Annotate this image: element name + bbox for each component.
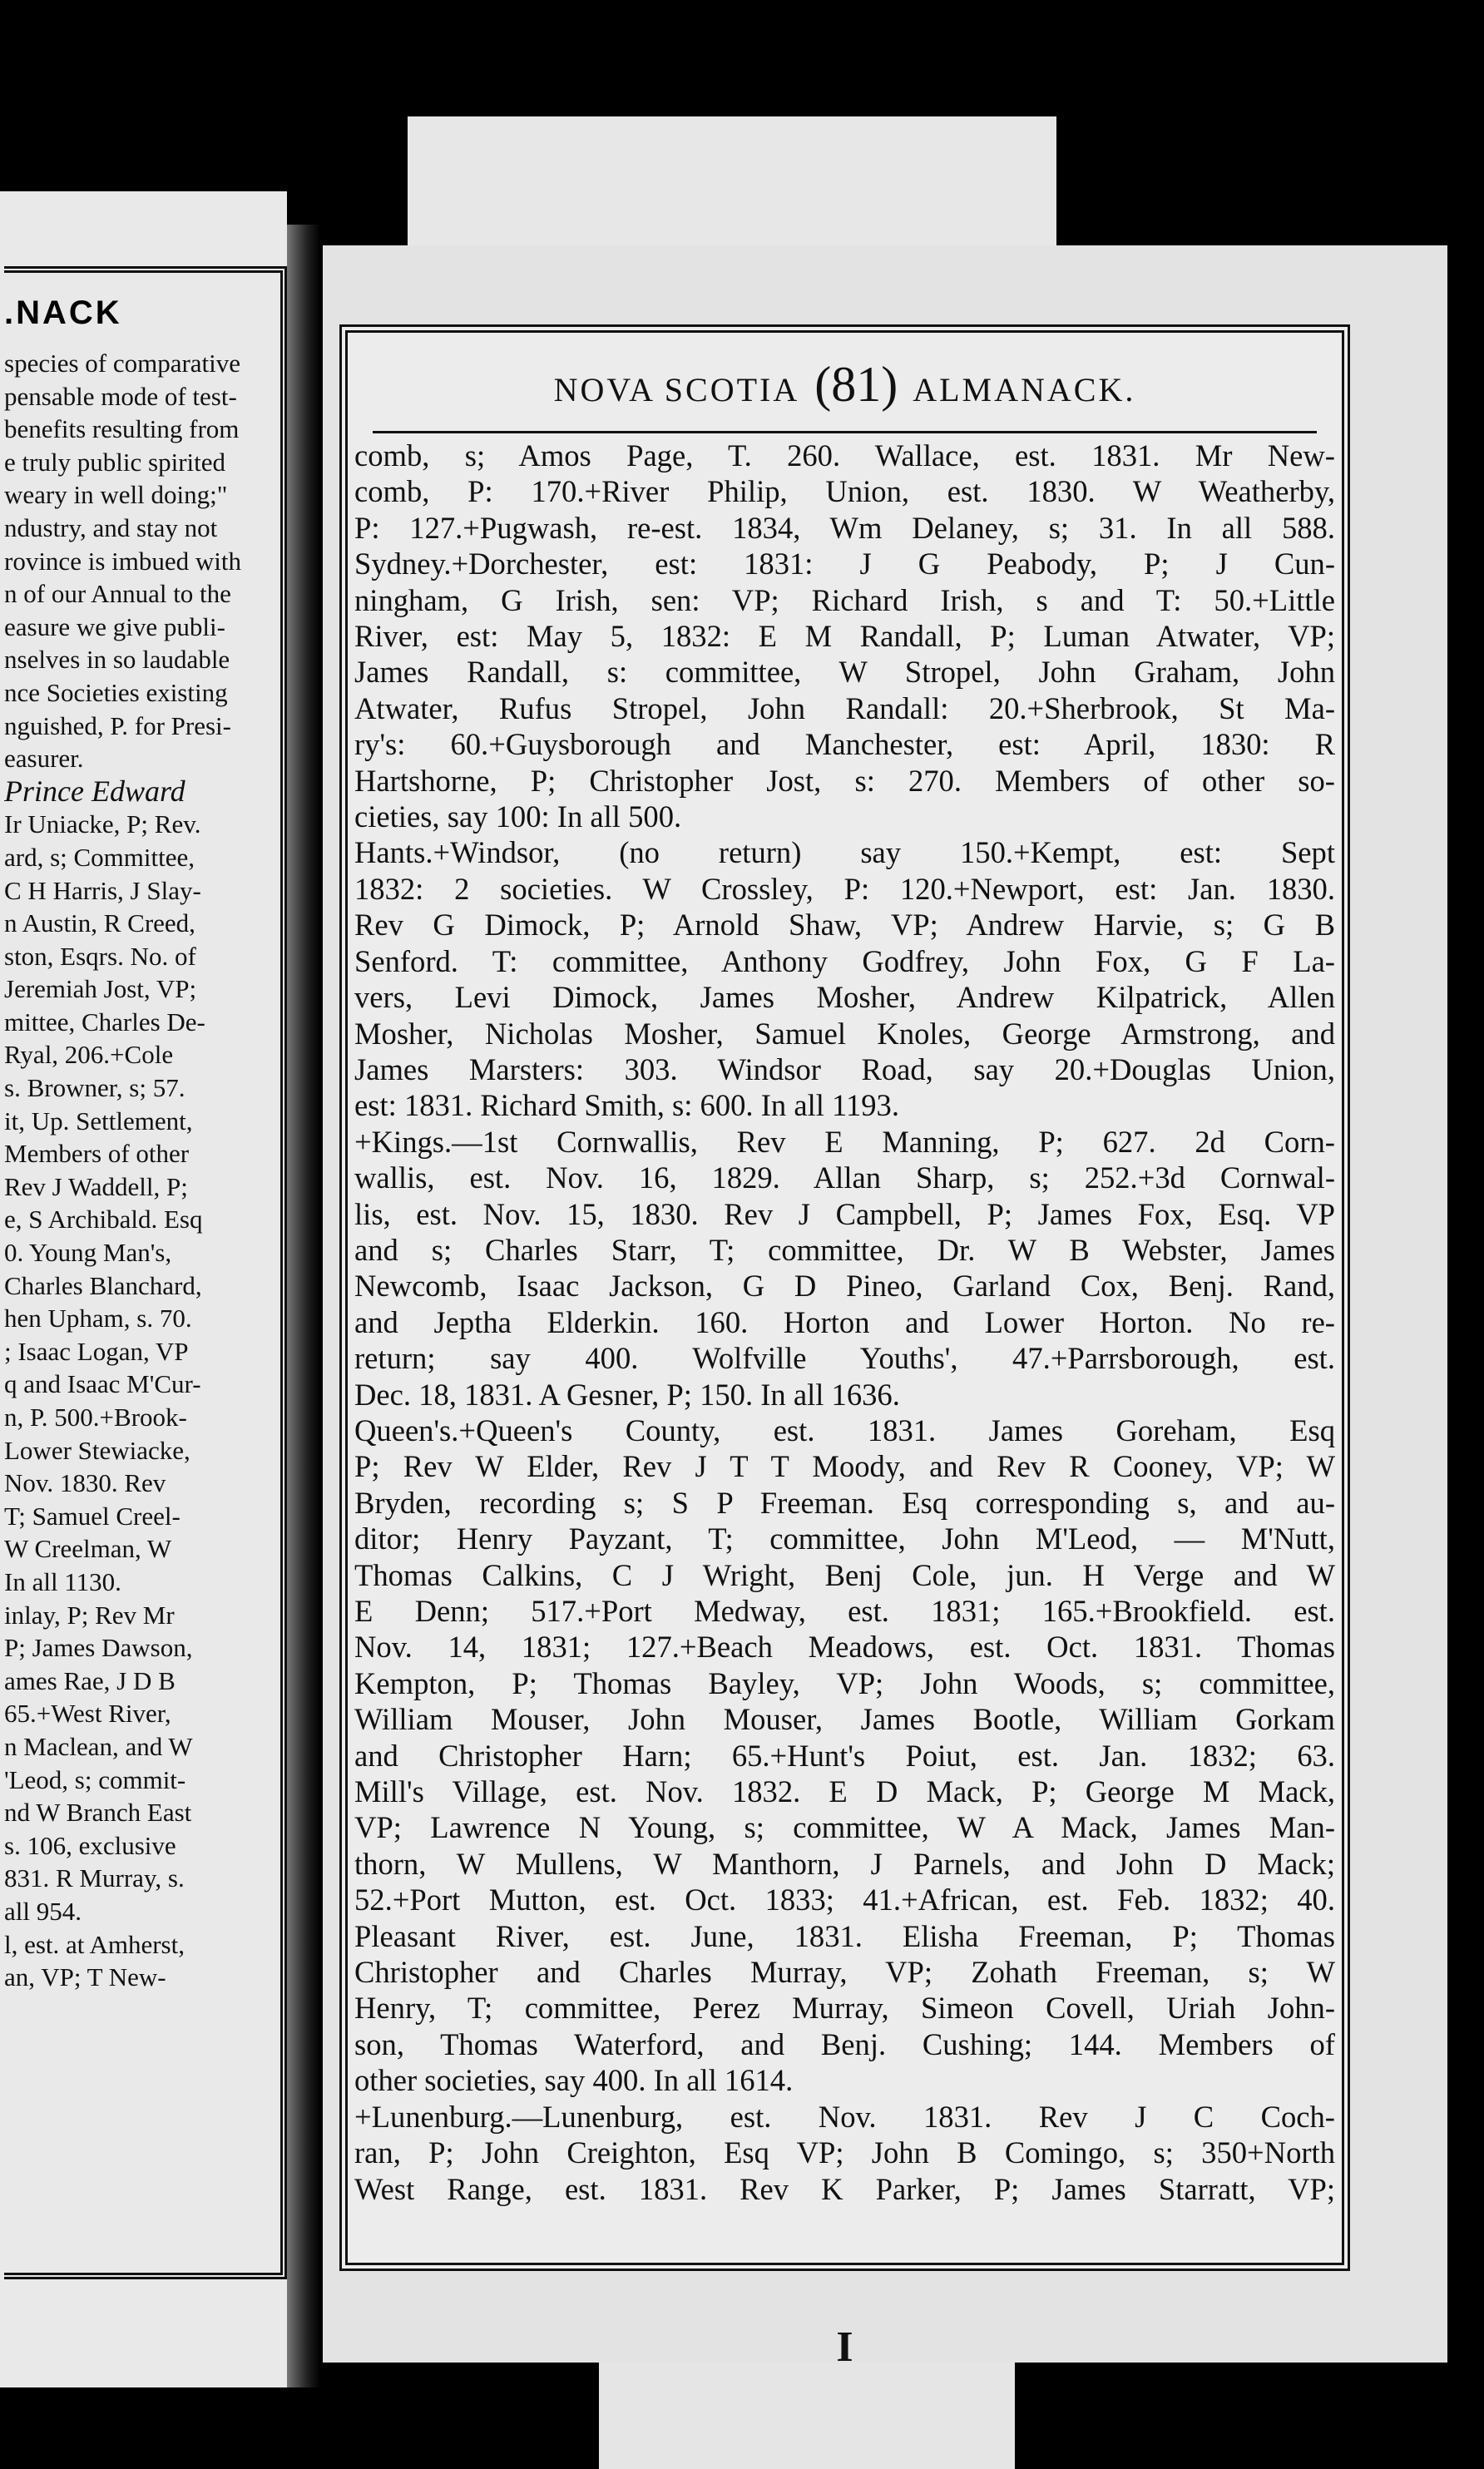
left-text-line: species of comparative [4,349,241,378]
text-line: P; Rev W Elder, Rev J T T Moody, and Rev R Cooney, VP; W [354,1449,1335,1484]
text-line: Kempton, P; Thomas Bayley, VP; John Woods, s; committee, [354,1665,1335,1700]
header-title-left: NOVA SCOTIA [553,371,800,408]
left-text-line: ; Isaac Logan, VP [4,1336,189,1366]
text-line: return; say 400. Wolfville Youths', 47.+Parrsborough, est. [354,1341,1335,1376]
left-text-line: Jeremiah Jost, VP; [4,974,197,1004]
left-text-line: P; James Dawson, [4,1633,193,1663]
text-line: Sydney.+Dorchester, est: 1831: J G Peabody, P; J Cun- [354,547,1335,581]
left-page-frame [4,266,287,2279]
left-text-line: s. 106, exclusive [4,1830,176,1860]
left-text-line: n Maclean, and W [4,1731,193,1761]
text-line: comb, s; Amos Page, T. 260. Wallace, est. 1831. Mr New- [354,438,1335,473]
left-text-line: s. Browner, s; 57. [4,1073,186,1103]
text-line: son, Thomas Waterford, and Benj. Cushing; 144. Members of [354,2026,1335,2061]
text-line: and s; Charles Starr, T; committee, Dr. W B Webster, James [354,1232,1335,1267]
left-text-line: q and Isaac M'Cur- [4,1369,201,1399]
text-line: Atwater, Rufus Stropel, John Randall: 20.+Sherbrook, St Ma- [354,690,1335,725]
text-line: ran, P; John Creighton, Esq VP; John B Comingo, s; 350+North [354,2135,1335,2170]
left-text-line: T; Samuel Creel- [4,1501,181,1531]
left-text-line: n Austin, R Creed, [4,908,195,938]
page-number: (81) [814,357,898,412]
left-text-line: nd W Branch East [4,1798,192,1828]
left-text-line: C H Harris, J Slay- [4,875,201,905]
text-line: ningham, G Irish, sen: VP; Richard Irish, s and T: 50.+Little [354,582,1335,617]
left-text-line: Members of other [4,1139,190,1169]
text-line: +Lunenburg.—Lunenburg, est. Nov. 1831. Rev J C Coch- [354,2099,1335,2134]
text-line: Rev G Dimock, P; Arnold Shaw, VP; Andrew Harvie, s; G B [354,908,1335,943]
signature-mark: I [836,2323,853,2371]
text-line: James Marsters: 303. Windsor Road, say 20.+Douglas Union, [354,1051,1335,1086]
left-text-line: Charles Blanchard, [4,1270,202,1300]
text-line: and Christopher Harn; 65.+Hunt's Poiut, est. Jan. 1832; 63. [354,1738,1335,1773]
header-rule [373,431,1317,433]
text-line: ry's: 60.+Guysborough and Manchester, est: April, 1830: R [354,727,1335,762]
text-line: est: 1831. Richard Smith, s: 600. In all 1193. [354,1088,899,1123]
text-line: River, est: May 5, 1832: E M Randall, P; Luman Atwater, VP; [354,619,1335,654]
left-text-line: 0. Young Man's, [4,1238,172,1268]
left-text-line: ard, s; Committee, [4,842,195,872]
text-line: thorn, W Mullens, W Manthorn, J Parnels, and John D Mack; [354,1846,1335,1881]
text-line: 52.+Port Mutton, est. Oct. 1833; 41.+African, est. Feb. 1832; 40. [354,1883,1335,1917]
text-line: Hartshorne, P; Christopher Jost, s: 270. Members of other so- [354,763,1335,798]
text-line: P: 127.+Pugwash, re-est. 1834, Wm Delaney, s; 31. In all 588. [354,510,1335,545]
text-line: Christopher and Charles Murray, VP; Zohath Freeman, s; W [354,1955,1335,1990]
text-line: Mosher, Nicholas Mosher, Samuel Knoles, George Armstrong, and [354,1016,1335,1051]
almanac-page [323,245,1447,2371]
text-line: other societies, say 400. In all 1614. [354,2063,794,2098]
text-line: Newcomb, Isaac Jackson, G D Pineo, Garland Cox, Benj. Rand, [354,1269,1335,1304]
left-text-line: In all 1130. [4,1566,121,1596]
text-line: Pleasant River, est. June, 1831. Elisha Freeman, P; Thomas [354,1918,1335,1953]
left-text-line: l, est. at Amherst, [4,1929,185,1959]
left-page-header: NACK. [4,294,122,331]
page-body-text [354,438,1335,2207]
left-text-line: easurer. [4,744,84,774]
text-line: cieties, say 100: In all 500. [354,799,682,834]
left-page-text [4,347,264,1994]
left-text-line: W Creelman, W [4,1534,172,1564]
left-text-line: e, S Archibald. Esq [4,1205,203,1234]
left-text-line: 831. R Murray, s. [4,1863,185,1893]
left-text-line: pensable mode of test- [4,381,237,411]
text-line: E Denn; 517.+Port Medway, est. 1831; 165.+Brookfield. est. [354,1594,1335,1628]
text-line: 1832: 2 societies. W Crossley, P: 120.+Newport, est: Jan. 1830. [354,871,1335,906]
left-text-line: Lower Stewiacke, [4,1435,190,1465]
left-text-line: all 954. [4,1896,82,1926]
left-text-line: Prince Edward [4,774,186,808]
text-line: +Kings.—1st Cornwallis, Rev E Manning, P; 627. 2d Corn- [354,1124,1335,1159]
left-facing-page [0,191,287,2387]
left-text-line: Rev J Waddell, P; [4,1171,188,1201]
text-line: VP; Lawrence N Young, s; committee, W A Mack, James Man- [354,1810,1335,1845]
text-line: Bryden, recording s; S P Freeman. Esq corresponding s, and au- [354,1485,1335,1520]
text-line: William Mouser, John Mouser, James Bootle, William Gorkam [354,1702,1335,1737]
text-line: vers, Levi Dimock, James Mosher, Andrew Kilpatrick, Allen [354,980,1335,1015]
text-line: comb, P: 170.+River Philip, Union, est. 1830. W Weatherby, [354,474,1335,509]
header-title-right: ALMANACK. [913,371,1136,408]
text-line: Thomas Calkins, C J Wright, Benj Cole, jun. H Verge and W [354,1557,1335,1592]
left-text-line: e truly public spirited [4,447,226,477]
page-header [373,356,1317,414]
left-text-line: Nov. 1830. Rev [4,1468,166,1498]
left-text-line: rovince is imbued with [4,546,241,576]
left-text-line: nselves in so laudable [4,645,230,675]
left-text-line: inlay, P; Rev Mr [4,1600,175,1630]
left-text-line: 'Leod, s; commit- [4,1764,186,1794]
left-text-line: an, VP; T New- [4,1962,166,1992]
left-text-line: easure we give publi- [4,611,225,641]
left-text-line: 65.+West River, [4,1699,171,1729]
left-text-line: ston, Esqrs. No. of [4,941,196,971]
book-gutter [287,225,320,2387]
left-text-line: benefits resulting from [4,414,240,444]
text-line: Nov. 14, 1831; 127.+Beach Meadows, est. Oct. 1831. Thomas [354,1630,1335,1665]
left-text-line: hen Upham, s. 70. [4,1304,192,1333]
left-text-line: mittee, Charles De- [4,1007,205,1037]
text-line: lis, est. Nov. 15, 1830. Rev J Campbell, P; James Fox, Esq. VP [354,1196,1335,1231]
left-text-line: nguished, P. for Presi- [4,710,231,740]
left-text-line: ndustry, and stay not [4,512,218,542]
left-text-line: nce Societies existing [4,677,228,707]
text-line: and Jeptha Elderkin. 160. Horton and Lower Horton. No re- [354,1304,1335,1339]
left-text-line: weary in well doing;" [4,480,228,510]
left-text-line: n of our Annual to the [4,579,231,609]
text-line: West Range, est. 1831. Rev K Parker, P; James Starratt, VP; [354,2171,1335,2206]
text-line: James Randall, s: committee, W Stropel, John Graham, John [354,655,1335,690]
text-line: Henry, T; committee, Perez Murray, Simeon Covell, Uriah John- [354,1991,1335,2026]
text-line: Mill's Village, est. Nov. 1832. E D Mack, P; George M Mack, [354,1774,1335,1809]
left-text-line: ames Rae, J D B [4,1665,176,1695]
left-text-line: Ryal, 206.+Cole [4,1040,174,1070]
text-line: Queen's.+Queen's County, est. 1831. James Goreham, Esq [354,1413,1335,1447]
text-line: ditor; Henry Payzant, T; committee, John M'Leod, — M'Nutt, [354,1521,1335,1556]
page-border [339,324,1350,2371]
left-text-line: Ir Uniacke, P; Rev. [4,809,201,839]
text-line: Dec. 18, 1831. A Gesner, P; 150. In all 1636. [354,1377,900,1412]
left-text-line: n, P. 500.+Brook- [4,1403,187,1432]
text-line: Hants.+Windsor, (no return) say 150.+Kempt, est: Sept [354,835,1335,870]
text-line: Senford. T: committee, Anthony Godfrey, John Fox, G F La- [354,943,1335,978]
left-text-line: it, Up. Settlement, [4,1106,193,1136]
text-line: wallis, est. Nov. 16, 1829. Allan Sharp, s; 252.+3d Cornwal- [354,1160,1335,1195]
